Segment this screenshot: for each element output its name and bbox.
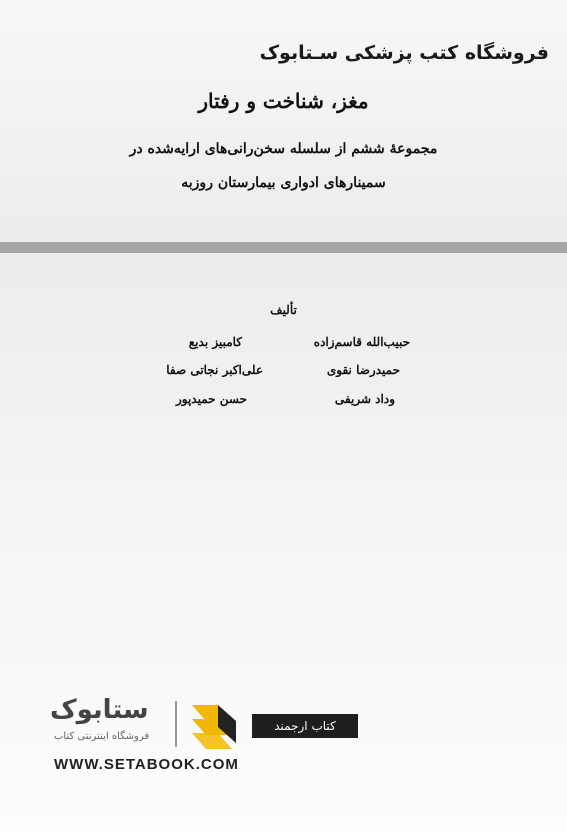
setabook-logo-subtext: فروشگاه اینترنتی کتاب [54,731,150,742]
subtitle-line-1: مجموعهٔ ششم از سلسله سخن‌رانی‌های ارایه‌شده در [129,141,438,157]
author-name: حبیب‌الله قاسم‌زاده [313,335,410,349]
author-name: وداد شریفی [334,392,395,406]
logo-separator [175,701,177,747]
setabook-logo: ستابوک [50,695,149,725]
book-subtitle [40,132,527,200]
author-name: کامبیز بدیع [188,335,242,349]
footer-logos [40,695,370,755]
cover-header [0,0,567,242]
arjmand-label: کتاب ارجمند [252,714,358,738]
subtitle-line-2: سمینارهای ادواری بیمارستان روزبه [181,175,386,191]
author-name: علی‌اکبر نجاتی صفا [166,363,263,377]
header-divider [0,242,567,253]
website-url: WWW.SETABOOK.COM [54,756,239,773]
author-name: حسن حمیدپور [175,392,247,406]
arjmand-book-icon [188,699,240,749]
store-title: فروشگاه کتب پزشکی سـتابوک [259,42,549,64]
author-name: حمیدرضا نقوی [326,363,400,377]
book-title: مغز، شناخت و رفتار [198,89,369,113]
authors-label: تألیف [270,303,297,317]
